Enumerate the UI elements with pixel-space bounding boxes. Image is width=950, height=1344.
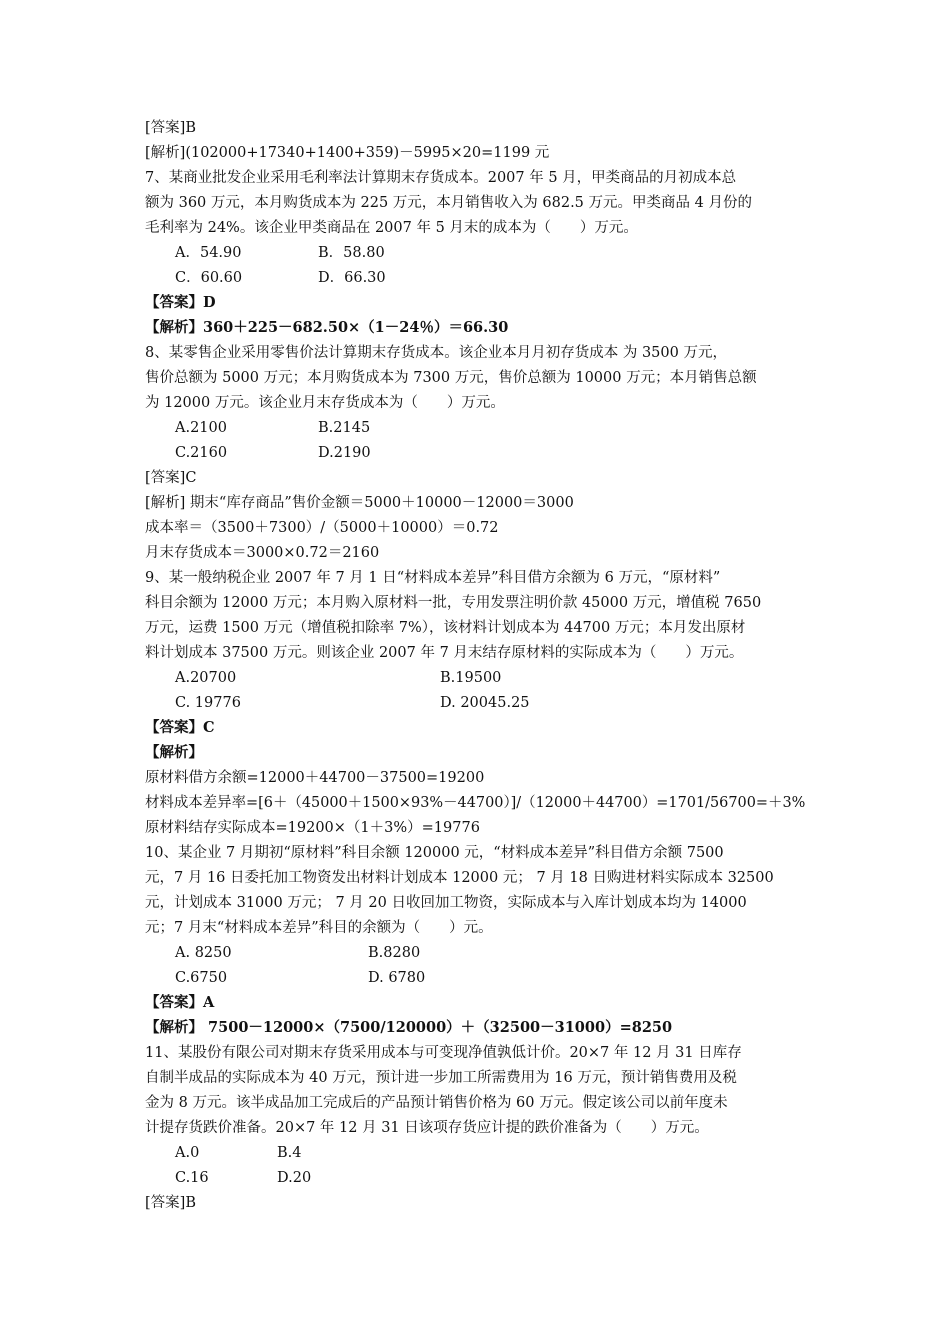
q9-option-a: A.20700 bbox=[175, 670, 237, 686]
q11-option-a: A.0 bbox=[175, 1145, 200, 1161]
q9-option-b: B.19500 bbox=[440, 670, 502, 686]
q8-option-a: A.2100 bbox=[175, 420, 227, 436]
question-8-line-3: 为 12000 万元。该企业月末存货成本为（ ）万元。 bbox=[145, 395, 505, 411]
explanation-line: 原材料结存实际成本=19200×（1＋3%）=19776 bbox=[145, 820, 480, 836]
q7-option-c: C．60.60 bbox=[175, 270, 243, 286]
explanation-line: 【解析】 7500－12000×（7500/120000）＋（32500－31000）=8250 bbox=[145, 1019, 673, 1036]
answer-line: 【答案】D bbox=[145, 294, 216, 311]
explanation-line: 材料成本差异率=[6＋（45000＋1500×93%－44700）]/（12000＋44700）=1701/56700=＋3% bbox=[145, 795, 806, 811]
question-9-line-3: 万元，运费 1500 万元（增值税扣除率 7%），该材料计划成本为 44700 万元；本月发出原材 bbox=[145, 620, 746, 636]
question-9-line-1: 9、某一般纳税企业 2007 年 7 月 1 日“材料成本差异”科目借方余额为 6 万元，“原材料” bbox=[145, 570, 721, 586]
question-10-line-2: 元，7 月 16 日委托加工物资发出材料计划成本 12000 元； 7 月 18 日购进材料实际成本 32500 bbox=[145, 870, 774, 886]
q9-option-d: D. 20045.25 bbox=[440, 695, 530, 711]
q11-option-c: C.16 bbox=[175, 1170, 209, 1186]
question-8-line-1: 8、某零售企业采用零售价法计算期末存货成本。该企业本月月初存货成本 为 3500 万元， bbox=[145, 345, 727, 361]
q11-option-d: D.20 bbox=[277, 1170, 312, 1186]
explanation-line: 【解析】 bbox=[145, 744, 203, 761]
explanation-line: 原材料借方余额=12000＋44700－37500=19200 bbox=[145, 770, 485, 786]
answer-line: [答案]C bbox=[145, 470, 197, 486]
q7-option-a: A．54.90 bbox=[175, 245, 242, 261]
q11-option-b: B.4 bbox=[277, 1145, 302, 1161]
q10-option-d: D. 6780 bbox=[368, 970, 426, 986]
explanation-line: 月末存货成本＝3000×0.72＝2160 bbox=[145, 545, 380, 561]
explanation-line: 【解析】360＋225－682.50×（1－24％）＝66.30 bbox=[145, 319, 509, 336]
question-11-line-4: 计提存货跌价准备。20×7 年 12 月 31 日该项存货应计提的跌价准备为（ ）万元。 bbox=[145, 1120, 709, 1136]
explanation-line: [解析] 期末“库存商品”售价金额＝5000＋10000－12000＝3000 bbox=[145, 495, 574, 511]
q8-option-b: B.2145 bbox=[318, 420, 371, 436]
question-10-line-1: 10、某企业 7 月期初“原材料”科目余额 120000 元，“材料成本差异”科目借方余额 7500 bbox=[145, 845, 724, 861]
question-7-line-1: 7、某商业批发企业采用毛利率法计算期末存货成本。2007 年 5 月，甲类商品的月初成本总 bbox=[145, 170, 737, 186]
q8-option-d: D.2190 bbox=[318, 445, 371, 461]
q10-option-b: B.8280 bbox=[368, 945, 421, 961]
explanation-line: 成本率＝（3500＋7300）/（5000＋10000）＝0.72 bbox=[145, 520, 499, 536]
question-11-line-1: 11、某股份有限公司对期末存货采用成本与可变现净值孰低计价。20×7 年 12 月 31 日库存 bbox=[145, 1045, 742, 1061]
question-11-line-3: 金为 8 万元。该半成品加工完成后的产品预计销售价格为 60 万元。假定该公司以前年度未 bbox=[145, 1095, 728, 1111]
answer-line: 【答案】C bbox=[145, 719, 215, 736]
question-7-line-2: 额为 360 万元，本月购货成本为 225 万元，本月销售收入为 682.5 万元。甲类商品 4 月份的 bbox=[145, 195, 752, 211]
answer-line: [答案]B bbox=[145, 120, 196, 136]
question-9-line-4: 料计划成本 37500 万元。则该企业 2007 年 7 月末结存原材料的实际成本为（ ）万元。 bbox=[145, 645, 744, 661]
question-11-line-2: 自制半成品的实际成本为 40 万元，预计进一步加工所需费用为 16 万元，预计销售费用及税 bbox=[145, 1070, 737, 1086]
question-10-line-4: 元；7 月末“材料成本差异”科目的余额为（ ）元。 bbox=[145, 920, 493, 936]
question-10-line-3: 元，计划成本 31000 万元； 7 月 20 日收回加工物资，实际成本与入库计划成本均为 14000 bbox=[145, 895, 747, 911]
explanation-line: [解析](102000+17340+1400+359)－5995×20=1199 元 bbox=[145, 145, 550, 161]
q10-option-c: C.6750 bbox=[175, 970, 228, 986]
question-7-line-3: 毛利率为 24%。该企业甲类商品在 2007 年 5 月末的成本为（ ）万元。 bbox=[145, 220, 638, 236]
q7-option-d: D．66.30 bbox=[318, 270, 386, 286]
q9-option-c: C. 19776 bbox=[175, 695, 241, 711]
question-9-line-2: 科目余额为 12000 万元；本月购入原材料一批，专用发票注明价款 45000 万元，增值税 7650 bbox=[145, 595, 762, 611]
q8-option-c: C.2160 bbox=[175, 445, 228, 461]
q10-option-a: A. 8250 bbox=[175, 945, 232, 961]
answer-line: 【答案】A bbox=[145, 994, 215, 1011]
answer-line: [答案]B bbox=[145, 1195, 196, 1211]
q7-option-b: B．58.80 bbox=[318, 245, 385, 261]
question-8-line-2: 售价总额为 5000 万元；本月购货成本为 7300 万元，售价总额为 10000 万元；本月销售总额 bbox=[145, 370, 757, 386]
